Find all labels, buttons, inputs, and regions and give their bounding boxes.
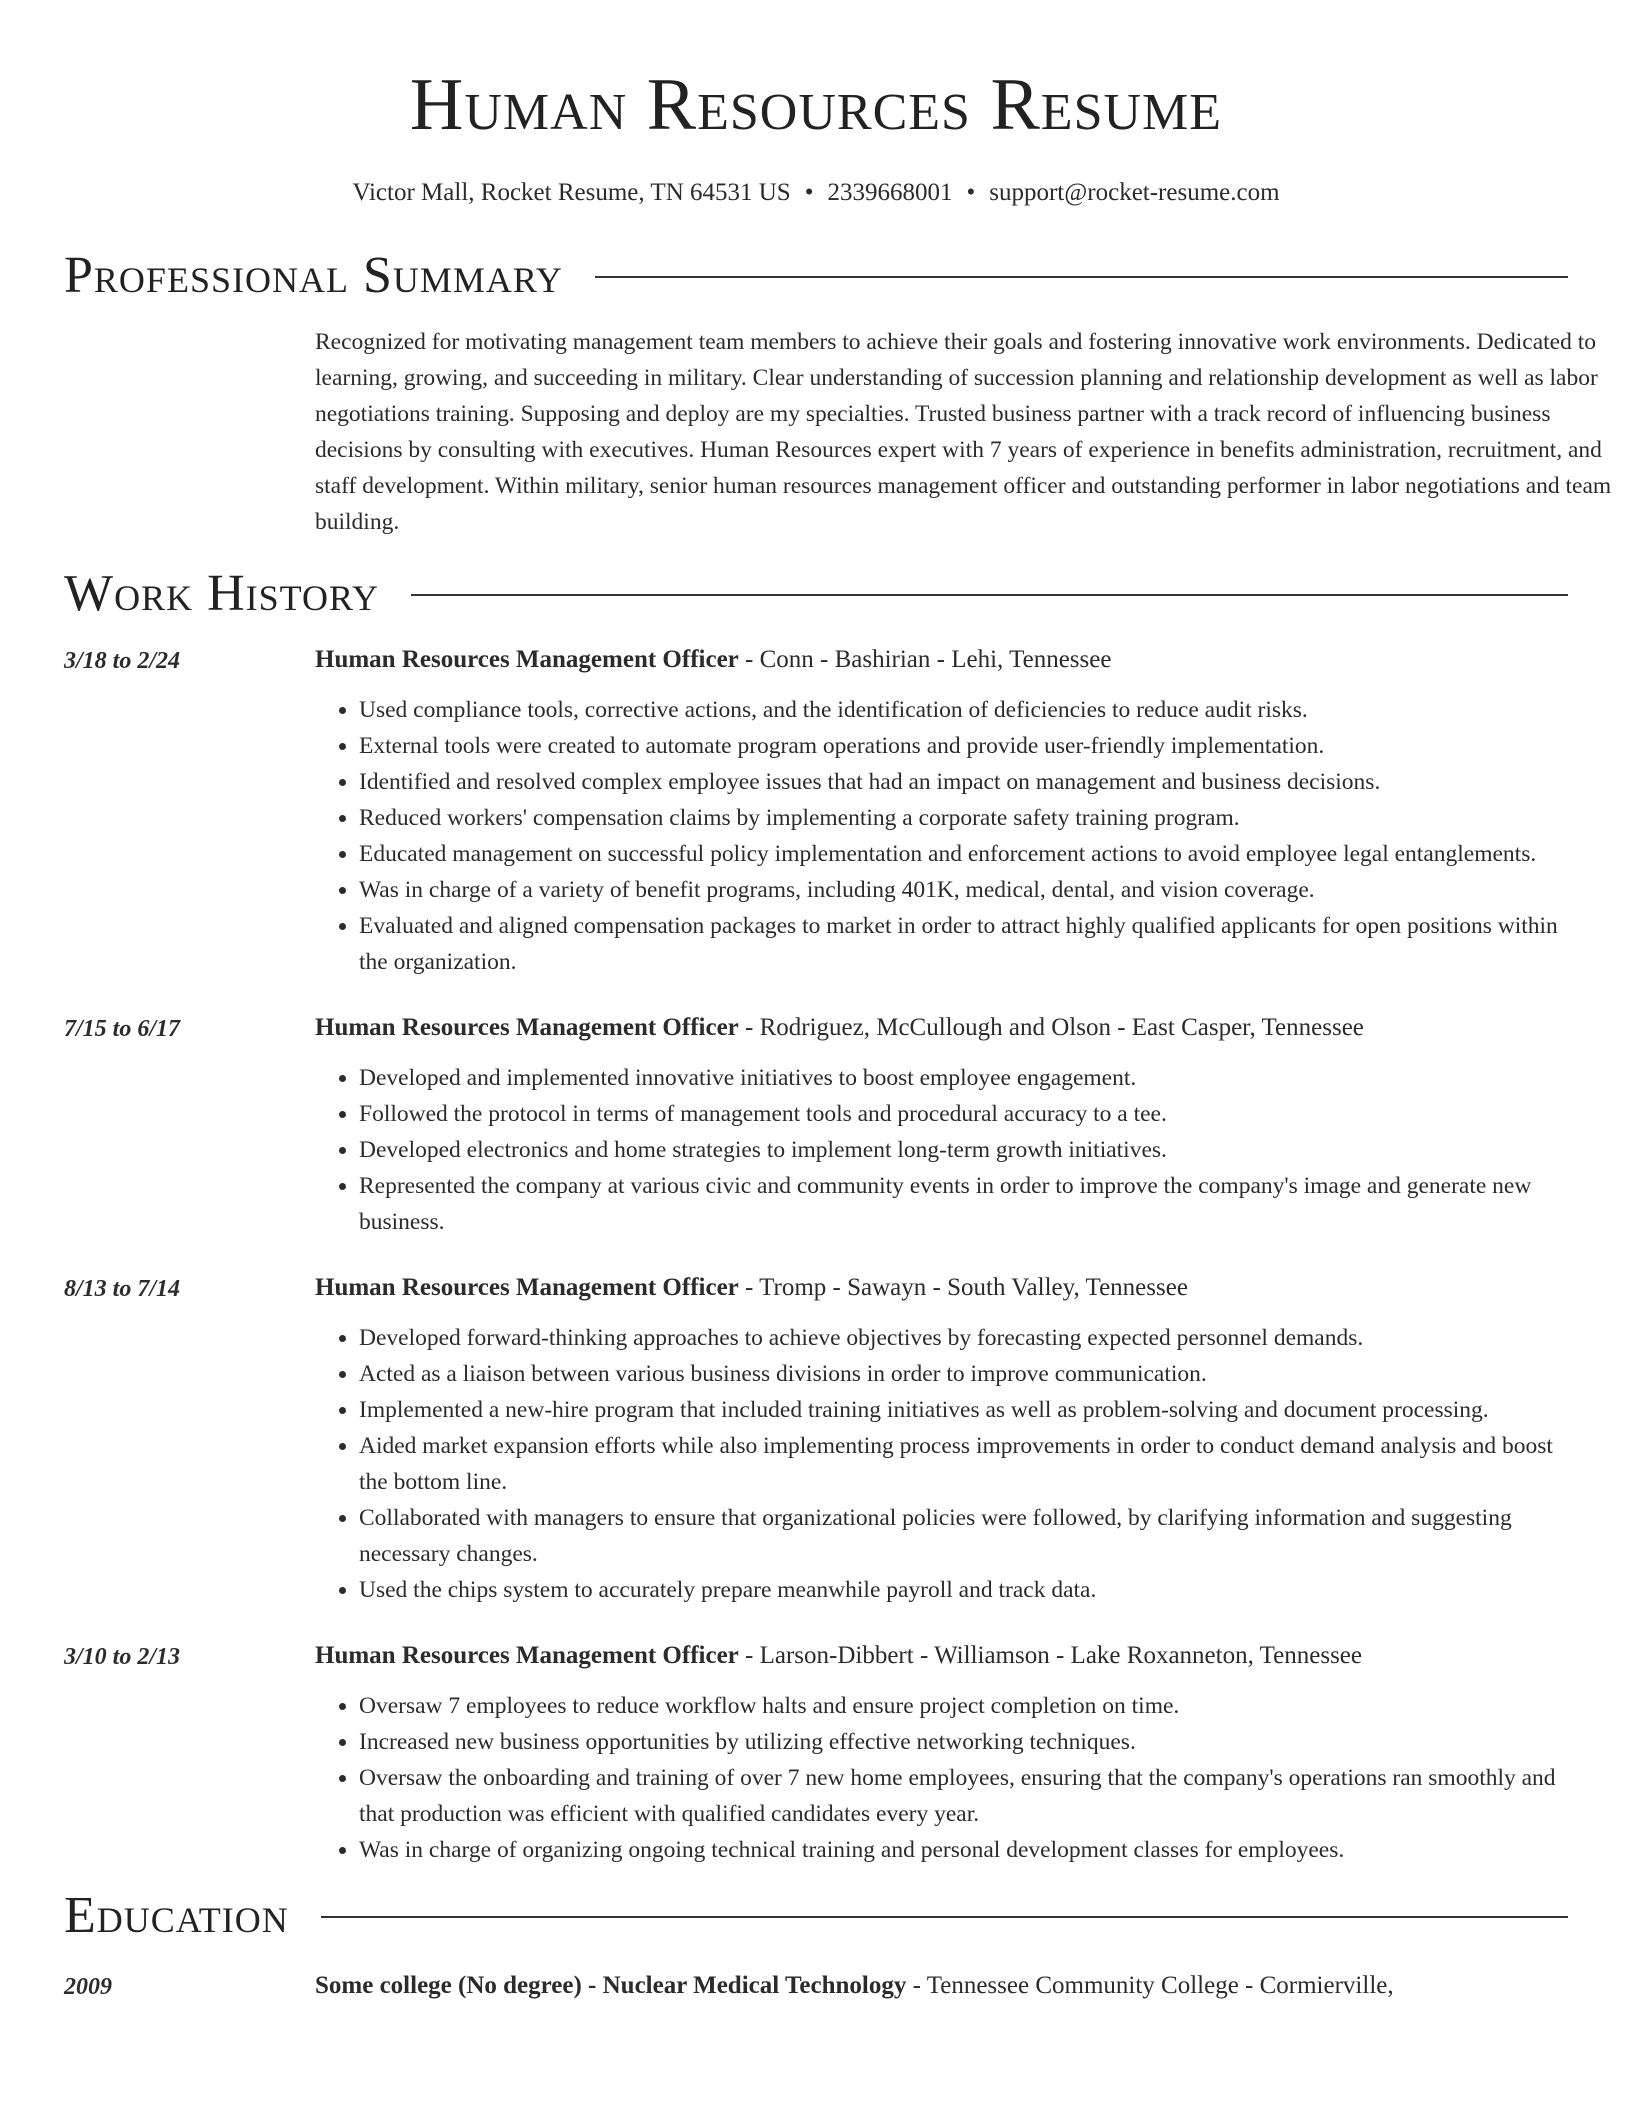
job-date: 3/18 to 2/24 — [64, 648, 181, 674]
job-role: Human Resources Management Officer — [315, 1274, 739, 1301]
summary-text: Recognized for motivating management team members to achieve their goals and fostering innovative work environments. Dedicated to learning, growing, and succeeding in military. Clear understanding of succession planning and relationship development as well as labor negotiations training. Supposing and deploy are my specialties. Trusted business partner with a track record of influencing business decisions by consulting with executives. Human Resources expert with 7 years of experience in benefits administration, recruitment, and staff development. Within military, senior human resources management officer and outstanding performer in labor negotiations and team building. — [315, 329, 1612, 535]
job-bullet: • Developed and implemented innovative initiatives to boost employee engagement. — [359, 1060, 1568, 1096]
job-body — [315, 1270, 1568, 1608]
job-bullet: • Developed electronics and home strategies to implement long-term growth initiatives. — [359, 1132, 1568, 1168]
section-header-work — [64, 564, 1568, 624]
job-bullet: • Oversaw 7 employees to reduce workflow halts and ensure project completion on time. — [359, 1688, 1568, 1724]
job-entry — [64, 1638, 1568, 1868]
job-bullet: • Oversaw the onboarding and training of over 7 new home employees, ensuring that the company's operations ran smoothly and that production was efficient with qualified candidates every year. — [359, 1760, 1568, 1832]
job-employer: - Larson-Dibbert - Williamson - Lake Roxanneton, Tennessee — [738, 1642, 1362, 1669]
section-title-work: Work History — [64, 565, 380, 622]
job-bullet: • Identified and resolved complex employee issues that had an impact on management and business decisions. — [359, 764, 1568, 800]
job-heading — [315, 1638, 1568, 1674]
education-degree: Some college (No degree) - Nuclear Medical Technology — [315, 1972, 907, 1999]
job-bullet: • Reduced workers' compensation claims by implementing a corporate safety training program. — [359, 800, 1568, 836]
job-bullet: • Implemented a new-hire program that included training initiatives as well as problem-solving and document processing. — [359, 1392, 1568, 1428]
job-bullets — [315, 692, 1568, 980]
section-divider — [595, 276, 1568, 278]
job-body — [315, 642, 1568, 980]
contact-address: Victor Mall, Rocket Resume, TN 64531 US — [352, 179, 791, 206]
job-heading — [315, 642, 1568, 678]
job-bullet: • Used compliance tools, corrective actions, and the identification of deficiencies to reduce audit risks. — [359, 692, 1568, 728]
section-divider — [411, 594, 1568, 596]
job-bullets — [315, 1060, 1568, 1240]
job-body — [315, 1010, 1568, 1240]
education-list — [64, 1968, 1568, 2004]
contact-phone: 2339668001 — [827, 179, 953, 206]
contact-separator: • — [804, 179, 814, 206]
section-title-summary: Professional Summary — [64, 247, 563, 304]
job-entry — [64, 1010, 1568, 1240]
job-date: 8/13 to 7/14 — [64, 1276, 181, 1302]
section-divider — [321, 1916, 1568, 1918]
education-entry — [64, 1968, 1568, 2004]
resume-title: Human Resources Resume — [409, 64, 1223, 146]
job-body — [315, 1638, 1568, 1868]
job-bullets — [315, 1320, 1568, 1608]
job-bullet: • Followed the protocol in terms of management tools and procedural accuracy to a tee. — [359, 1096, 1568, 1132]
section-header-education — [64, 1886, 1568, 1946]
job-bullet: • Acted as a liaison between various business divisions in order to improve communication. — [359, 1356, 1568, 1392]
job-date: 3/10 to 2/13 — [64, 1644, 181, 1670]
job-date: 7/15 to 6/17 — [64, 1016, 181, 1042]
education-date: 2009 — [64, 1974, 112, 2000]
job-bullet: • Used the chips system to accurately prepare meanwhile payroll and track data. — [359, 1572, 1568, 1608]
education-school: - Tennessee Community College - Cormierville, — [906, 1972, 1394, 1999]
job-bullet: • Educated management on successful policy implementation and enforcement actions to avoid employee legal entanglements. — [359, 836, 1568, 872]
job-entry — [64, 642, 1568, 980]
job-bullet: • Was in charge of a variety of benefit programs, including 401K, medical, dental, and vision coverage. — [359, 872, 1568, 908]
work-history-list — [64, 642, 1568, 1868]
job-bullet: • Developed forward-thinking approaches to achieve objectives by forecasting expected personnel demands. — [359, 1320, 1568, 1356]
job-bullet: • Represented the company at various civic and community events in order to improve the company's image and generate new business. — [359, 1168, 1568, 1240]
contact-line — [64, 178, 1568, 208]
job-employer: - Tromp - Sawayn - South Valley, Tennessee — [738, 1274, 1188, 1301]
job-bullet: • Collaborated with managers to ensure that organizational policies were followed, by clarifying information and suggesting necessary changes. — [359, 1500, 1568, 1572]
job-bullets — [315, 1688, 1568, 1868]
job-employer: - Conn - Bashirian - Lehi, Tennessee — [738, 646, 1112, 673]
job-role: Human Resources Management Officer — [315, 646, 739, 673]
job-entry — [64, 1270, 1568, 1608]
job-bullet: • Evaluated and aligned compensation packages to market in order to attract highly qualified applicants for open positions within the organization. — [359, 908, 1568, 980]
contact-separator: • — [966, 179, 976, 206]
job-bullet: • Aided market expansion efforts while also implementing process improvements in order to conduct demand analysis and boost the bottom line. — [359, 1428, 1568, 1500]
job-bullet: • Increased new business opportunities by utilizing effective networking techniques. — [359, 1724, 1568, 1760]
section-header-summary — [64, 246, 1568, 306]
section-title-education: Education — [64, 1887, 289, 1944]
job-heading — [315, 1010, 1568, 1046]
job-heading — [315, 1270, 1568, 1306]
job-bullet: • Was in charge of organizing ongoing technical training and personal development classes for employees. — [359, 1832, 1568, 1868]
education-body — [315, 1968, 1568, 2004]
job-role: Human Resources Management Officer — [315, 1014, 739, 1041]
contact-email: support@rocket-resume.com — [989, 179, 1280, 206]
job-employer: - Rodriguez, McCullough and Olson - East Casper, Tennessee — [738, 1014, 1364, 1041]
job-bullet: • External tools were created to automate program operations and provide user-friendly implementation. — [359, 728, 1568, 764]
job-role: Human Resources Management Officer — [315, 1642, 739, 1669]
